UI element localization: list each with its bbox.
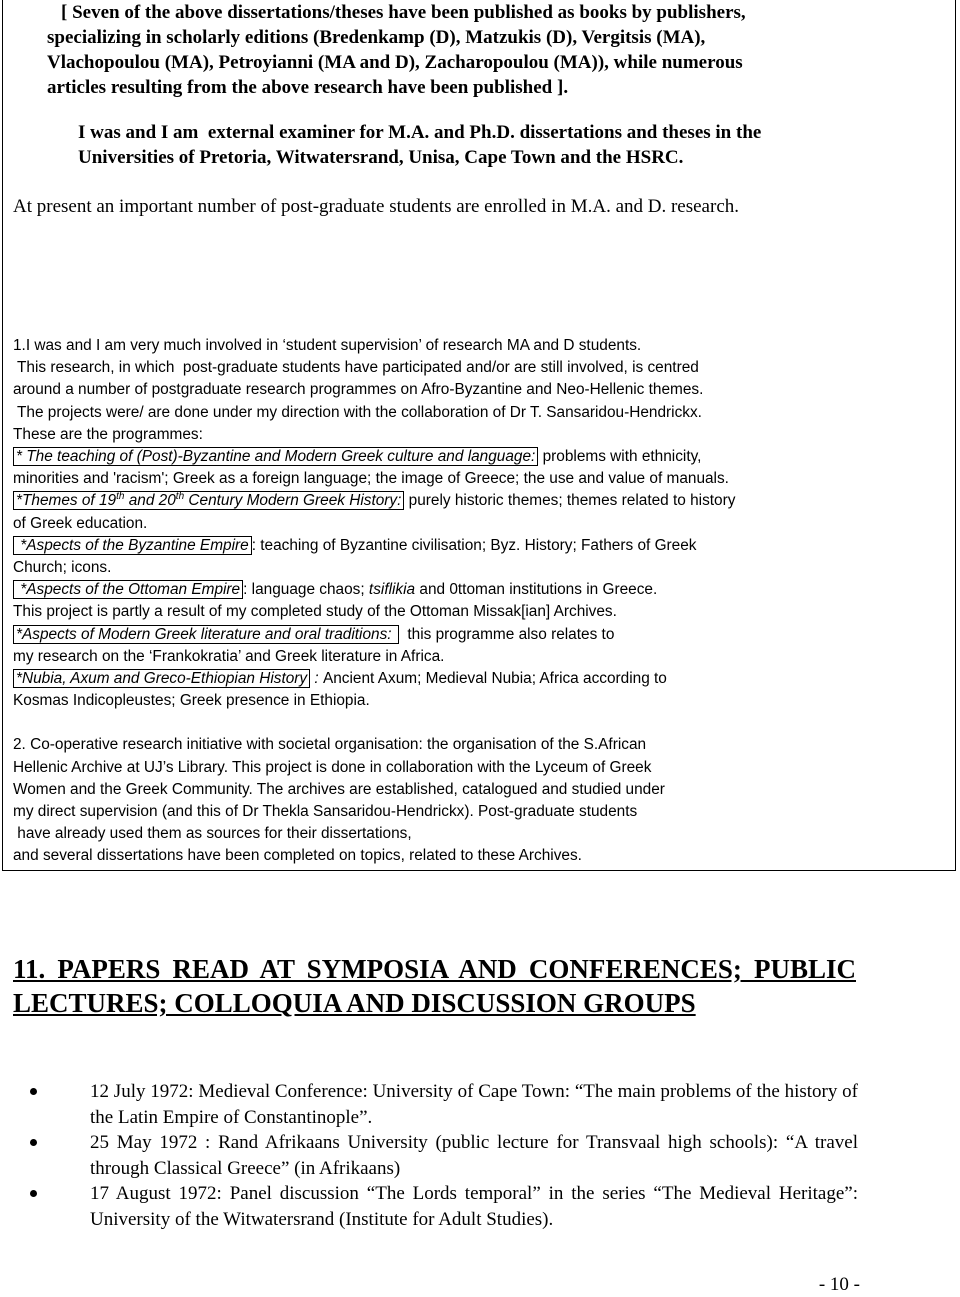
programme-teaching [13, 446, 913, 468]
programme-tag: * The teaching of (Post)-Byzantine and Modern Greek culture and language: [13, 447, 538, 466]
published-note-line: articles resulting from the above research have been published ]. [47, 77, 569, 98]
projects-note: The projects were/ are done under my direction with the collaboration of Dr T. Sansaridou-Hendrickx. [13, 403, 702, 421]
list-item-text: 25 May 1972 : Rand Afrikaans University (public lecture for Transvaal high schools): “A travel through Classical Greece” (in Afrikaans) [90, 1132, 858, 1179]
programme-ottoman [13, 579, 913, 601]
published-note [47, 0, 897, 100]
programme-desc: : teaching of Byzantine civilisation; Byz. History; Fathers of Greek [251, 536, 697, 554]
programme-desc: This project is partly a result of my completed study of the Ottoman Missak[ian] Archives. [13, 603, 617, 621]
programme-tag: *Aspects of Modern Greek literature and oral traditions: [13, 625, 399, 644]
programme-tag-part: and 20 [124, 492, 176, 510]
section-heading [13, 952, 856, 1020]
present-note: At present an important number of post-graduate students are enrolled in M.A. and D. research. [13, 196, 739, 217]
programme-desc: Church; icons. [13, 559, 112, 577]
programme-desc-italic: : [310, 670, 323, 688]
programmes-intro: These are the programmes: [13, 425, 203, 443]
programme-desc: Ancient Axum; Medieval Nubia; Africa according to [322, 670, 667, 688]
programme-desc: this programme also relates to [398, 625, 615, 643]
programme-desc: Kosmas Indicopleustes; Greek presence in Ethiopia. [13, 692, 370, 710]
research-line: around a number of postgraduate research programmes on Afro-Byzantine and Neo-Hellenic themes. [13, 381, 704, 399]
section-heading-text: 11. PAPERS READ AT SYMPOSIA AND CONFERENCES; PUBLIC LECTURES; COLLOQUIA AND DISCUSSION GROUPS [13, 954, 856, 1018]
cooperative-line: my direct supervision (and this of Dr Thekla Sansaridou-Hendrickx). Post-graduate students [13, 803, 638, 821]
programme-tag [13, 491, 404, 510]
superscript: th [175, 491, 185, 503]
programme-desc: : language chaos; [243, 581, 369, 599]
bullet-icon [30, 1088, 37, 1095]
programme-desc-italic: tsiflikia [368, 581, 416, 599]
programme-desc: purely historic themes; themes related to history [404, 492, 736, 510]
list-item-text: 17 August 1972: Panel discussion “The Lords temporal” in the series “The Medieval Heritage”: University of the Witwatersrand (Institute for Adult Studies). [90, 1183, 858, 1230]
programme-literature [13, 624, 913, 646]
cooperative-line: have already used them as sources for their dissertations, [13, 825, 412, 843]
programme-byzantine [13, 535, 913, 557]
programme-desc: and 0ttoman institutions in Greece. [415, 581, 658, 599]
examiner-line: Universities of Pretoria, Witwatersrand, Unisa, Cape Town and the HSRC. [78, 147, 684, 168]
bullet-icon [30, 1190, 37, 1197]
list-item [30, 1079, 858, 1130]
programme-desc: my research on the ‘Frankokratia’ and Greek literature in Africa. [13, 647, 445, 665]
published-note-line: Vlachopoulou (MA), Petroyianni (MA and D), Zacharopoulou (MA)), while numerous [47, 52, 743, 73]
programme-desc: minorities and 'racism'; Greek as a foreign language; the image of Greece; the use and value of manuals. [13, 470, 729, 488]
research-line: This research, in which post-graduate students have participated and/or are still involved, is centred [13, 359, 699, 377]
list-item [30, 1181, 858, 1232]
cooperative-line: 2. Co-operative research initiative with societal organisation: the organisation of the S.African [13, 736, 647, 754]
programme-desc: of Greek education. [13, 514, 148, 532]
external-examiner-note [78, 120, 918, 170]
programme-history [13, 490, 913, 512]
spacer [13, 712, 913, 734]
published-note-line: specializing in scholarly editions (Bredenkamp (D), Matzukis (D), Vergitsis (MA), [47, 27, 706, 48]
published-note-line: [ Seven of the above dissertations/theses have been published as books by publishers, [61, 2, 746, 23]
programme-desc: problems with ethnicity, [538, 448, 702, 466]
supervision-heading: 1.I was and I am very much involved in ‘student supervision’ of research MA and D students. [13, 337, 642, 354]
programme-tag-part: Century Modern Greek History: [184, 492, 402, 510]
cooperative-line: Hellenic Archive at UJ’s Library. This project is done in collaboration with the Lyceum of Greek [13, 758, 652, 776]
programme-tag: *Aspects of the Byzantine Empire [13, 536, 252, 555]
cooperative-line: Women and the Greek Community. The archives are established, catalogued and studied under [13, 780, 665, 798]
list-item-text: 12 July 1972: Medieval Conference: University of Cape Town: “The main problems of the history of the Latin Empire of Constantinople”. [90, 1081, 858, 1128]
programme-tag: *Nubia, Axum and Greco-Ethiopian History [13, 669, 310, 688]
papers-list [30, 1079, 858, 1232]
programme-tag-part: *Themes of 19 [16, 492, 117, 510]
cooperative-line: and several dissertations have been completed on topics, related to these Archives. [13, 847, 582, 865]
bullet-icon [30, 1139, 37, 1146]
programme-nubia [13, 668, 913, 690]
superscript: th [116, 491, 125, 503]
page-number: - 10 - [818, 1274, 860, 1295]
list-item [30, 1130, 858, 1181]
supervision-section [13, 335, 913, 868]
programme-tag: *Aspects of the Ottoman Empire [13, 580, 243, 599]
examiner-line: I was and I am external examiner for M.A. and Ph.D. dissertations and theses in the [78, 122, 762, 143]
